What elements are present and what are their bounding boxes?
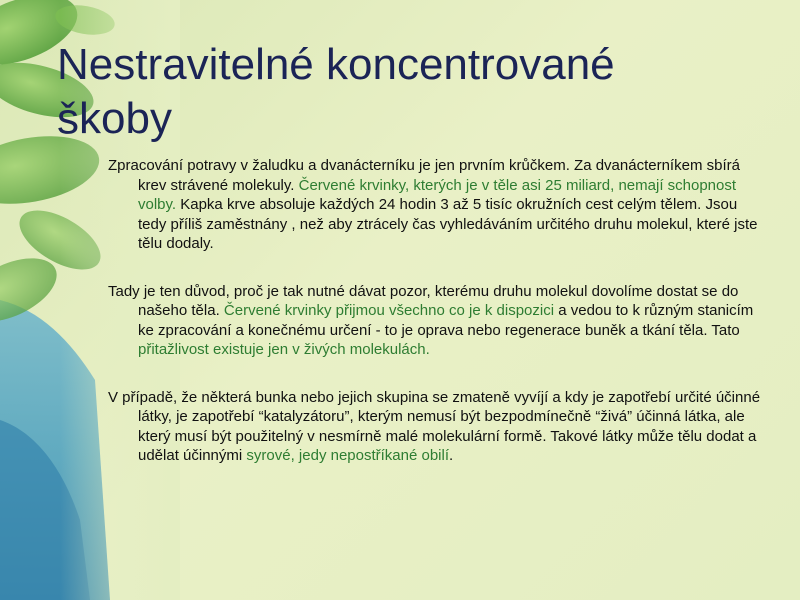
paragraph-text: V případě, že některá bunka nebo jejich skupina se zmateně vyvíjí a kdy je zapotřebí určité účinné látky, je zapotřebí “katalyzátoru”, kterým nemusí být bezpodmínečně “živá” účinná látka, ale který musí být použitelný v nesmírně malé molekulární formě. Takové látky může tělu dodat a udělat účinnými [108, 388, 761, 464]
paragraph-text: Zpracování potravy v žaludku a dvanácterníku je jen prvním krůčkem. Za dvanácterníkem sbírá krev strávené molekuly. [108, 157, 740, 194]
paragraph-3 [108, 388, 768, 466]
paragraph-text: Tady je ten důvod, proč je tak nutné dávat pozor, kterému druhu molekul dovolíme dostat se do našeho těla. [108, 282, 739, 319]
slide-body [108, 156, 768, 494]
highlighted-text: přitažlivost existuje jen v živých molekulách. [138, 341, 430, 358]
highlighted-text: syrové, jedy nepostříkané obilí [246, 447, 450, 464]
paragraph-2 [108, 282, 768, 360]
slide-title-line-2: škoby [57, 94, 172, 143]
slide-title-line-1: Nestravitelné koncentrované [57, 40, 615, 89]
paragraph-text: a vedou to k různým stanicím ke zpracování a konečnému určení - to je oprava nebo regenerace buněk a tkání těla. Tato [138, 302, 754, 339]
highlighted-text: Červené krvinky přijmou všechno co je k dispozici [223, 302, 555, 319]
paragraph-text: Kapka krve absoluje každých 24 hodin 3 až 5 tisíc okružních cest celým tělem. Jsou tedy příliš zaměstnány , než aby ztrácely čas vyhledáváním určitého druhu molekul, které jste tělu dodaly. [138, 196, 758, 252]
highlighted-text: Červené krvinky, kterých je v těle asi 25 miliard, nemají schopnost volby. [138, 176, 737, 213]
paragraph-text: . [449, 447, 454, 464]
paragraph-1 [108, 156, 768, 254]
slide-title [57, 38, 757, 146]
